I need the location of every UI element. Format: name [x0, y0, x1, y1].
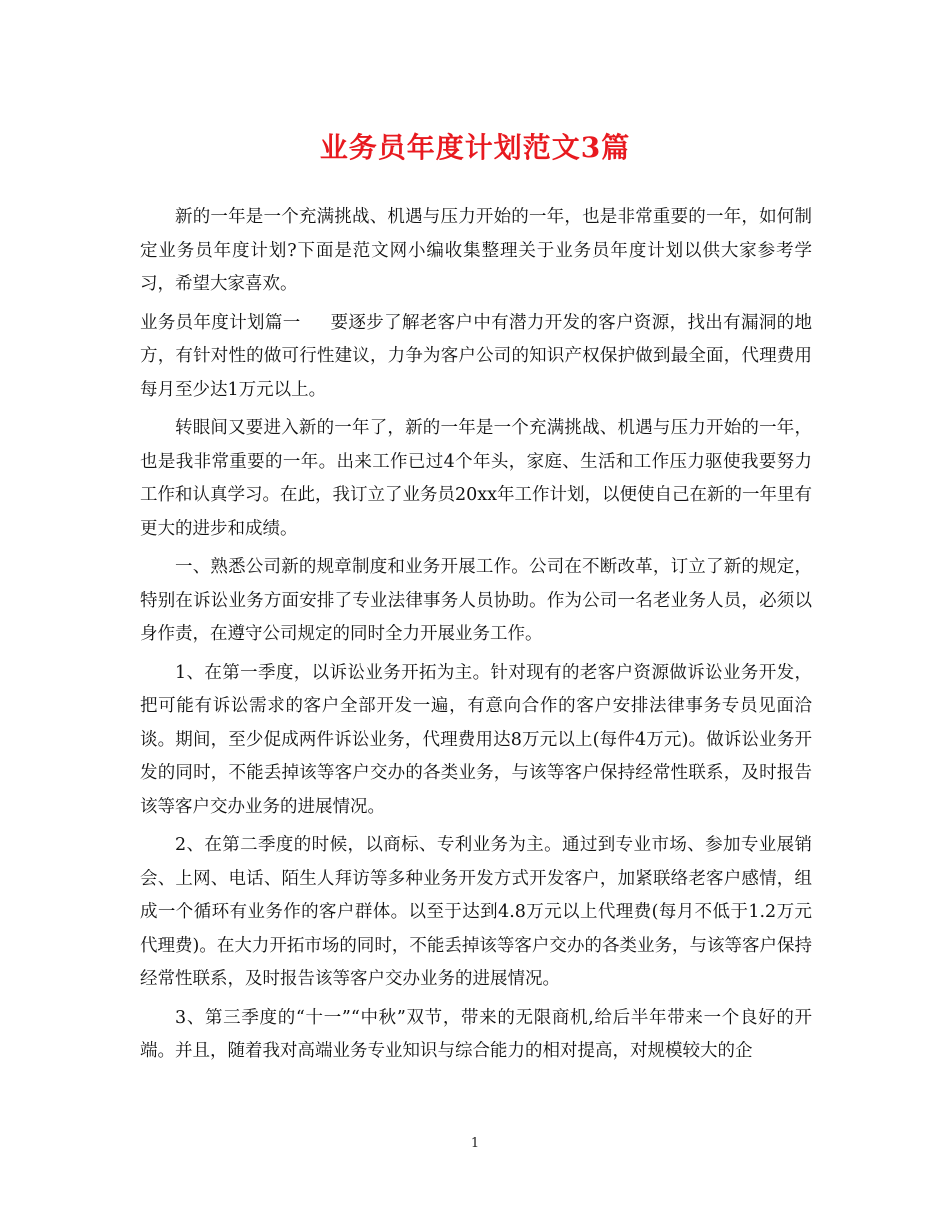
document-body	[140, 201, 812, 1074]
section-heading-plan-one: 业务员年度计划篇一	[140, 312, 301, 333]
document-title: 业务员年度计划范文3篇	[319, 131, 631, 164]
paragraph-quarter-three: 3、第三季度的“十一”“中秋”双节，带来的无限商机,给后半年带来一个良好的开端。并且，随着我对高端业务专业知识与综合能力的相对提高，对规模较大的企	[140, 1007, 812, 1061]
paragraph-quarter-two: 2、在第二季度的时候，以商标、专利业务为主。通过到专业市场、参加专业展销会、上网、电话、陌生人拜访等多种业务开发方式开发客户，加紧联络老客户感情，组成一个循环有业务作的客户群体。以至于达到4.8万元以上代理费(每月不低于1.2万元代理费)。在大力开拓市场的同时，不能丢掉该等客户交办的各类业务，与该等客户保持经常性联系，及时报告该等客户交办业务的进展情况。	[140, 835, 812, 989]
paragraph-plan-one-text: 要逐步了解老客户中有潜力开发的客户资源，找出有漏洞的地方，有针对性的做可行性建议，力争为客户公司的知识产权保护做到最全面，代理费用每月至少达1万元以上。	[140, 312, 813, 400]
page-number: 1	[470, 1136, 480, 1151]
paragraph-point-one: 一、熟悉公司新的规章制度和业务开展工作。公司在不断改革，订立了新的规定，特别在诉讼业务方面安排了专业法律事务人员协助。作为公司一名老业务人员，必须以身作责，在遵守公司规定的同时全力开展业务工作。	[140, 557, 812, 644]
paragraph-new-year: 转眼间又要进入新的一年了，新的一年是一个充满挑战、机遇与压力开始的一年，也是我非常重要的一年。出来工作已过4个年头，家庭、生活和工作压力驱使我要努力工作和认真学习。在此，我订立了业务员20xx年工作计划，以便使自己在新的一年里有更大的进步和成绩。	[140, 418, 813, 539]
paragraph-quarter-one: 1、在第一季度，以诉讼业务开拓为主。针对现有的老客户资源做诉讼业务开发，把可能有诉讼需求的客户全部开发一遍，有意向合作的客户安排法律事务专员见面洽谈。期间，至少促成两件诉讼业务，代理费用达8万元以上(每件4万元)。做诉讼业务开发的同时，不能丢掉该等客户交办的各类业务，与该等客户保持经常性联系，及时报告该等客户交办业务的进展情况。	[140, 662, 812, 817]
paragraph-plan-one	[140, 307, 812, 408]
paragraph-intro: 新的一年是一个充满挑战、机遇与压力开始的一年，也是非常重要的一年，如何制定业务员年度计划?下面是范文网小编收集整理关于业务员年度计划以供大家参考学习，希望大家喜欢。	[140, 207, 812, 294]
